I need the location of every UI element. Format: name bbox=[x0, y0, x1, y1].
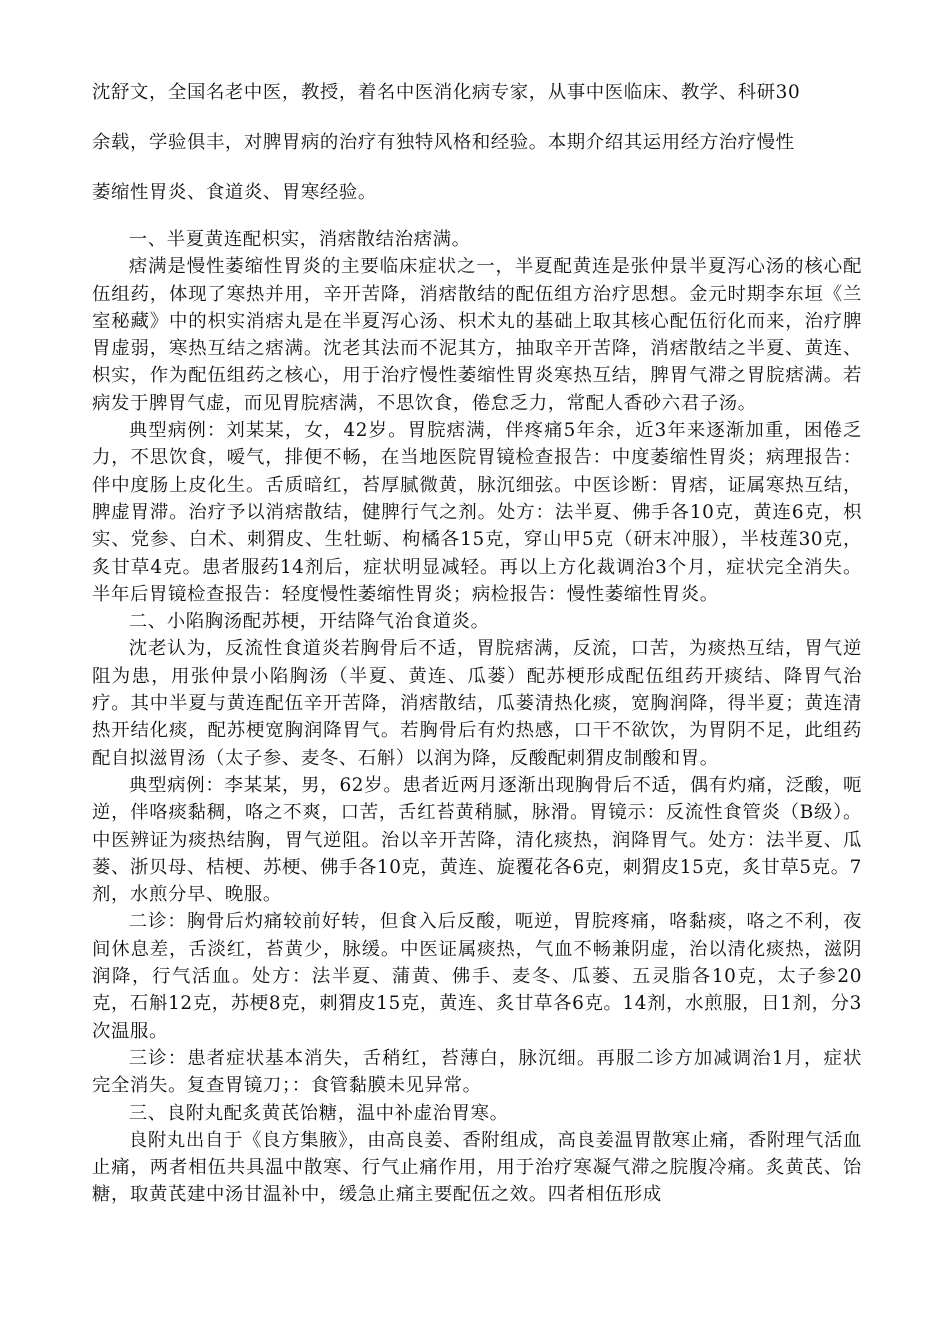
intro-line-3: 萎缩性胃炎、食道炎、胃寒经验。 bbox=[92, 182, 377, 203]
paragraph-third-visit: 三诊：患者症状基本消失，舌稍红，苔薄白，脉沉细。再服二诊方加减调治1月，症状完全消失。复查胃镜刀；：食管黏膜未见异常。 bbox=[92, 1047, 862, 1097]
paragraph-second-visit: 二诊：胸骨后灼痛较前好转，但食入后反酸，呃逆，胃脘疼痛，咯黏痰，咯之不利，夜间休息差，舌淡红，苔黄少，脉缓。中医证属痰热，气血不畅兼阴虚，治以清化痰热，滋阴润降，行气活血。处方：法半夏、蒲黄、佛手、麦冬、瓜蒌、五灵脂各10克，太子参20克，石斛12克，苏梗8克，刺猬皮15克，黄连、炙甘草各6克。14剂，水煎服，日1剂，分3次温服。 bbox=[92, 911, 862, 1042]
section-heading-3: 三、良附丸配炙黄芪饴糖，温中补虚治胃寒。 bbox=[128, 1102, 509, 1124]
section-heading-2: 二、小陷胸汤配苏梗，开结降气治食道炎。 bbox=[128, 611, 490, 633]
article-body bbox=[92, 226, 862, 1209]
intro-line-1: 沈舒文，全国名老中医，教授，着名中医消化病专家，从事中医临床、教学、科研30 bbox=[92, 82, 801, 103]
section-heading-1: 一、半夏黄连配枳实，消痞散结治痞满。 bbox=[128, 229, 471, 250]
paragraph-case-1: 典型病例：刘某某，女，42岁。胃脘痞满，伴疼痛5年余，近3年来逐渐加重，困倦乏力，不思饮食，嗳气，排便不畅，在当地医院胃镜检查报告：中度萎缩性胃炎；病理报告：伴中度肠上皮化生。舌质暗红，苔厚腻微黄，脉沉细弦。中医诊断：胃痞，证属寒热互结，脾虚胃滞。治疗予以消痞散结，健脾行气之剂。处方：法半夏、佛手各10克，黄连6克，枳实、党参、白术、刺猬皮、生牡蛎、枸橘各15克，穿山甲5克（研末冲服），半枝莲30克，炙甘草4克。患者服药14剂后，症状明显减轻。再以上方化裁调治3个月，症状完全消失。半年后胃镜检查报告：轻度慢性萎缩性胃炎；病检报告：慢性萎缩性胃炎。 bbox=[92, 420, 862, 605]
paragraph-esophagitis: 沈老认为，反流性食道炎若胸骨后不适，胃脘痞满，反流，口苦，为痰热互结，胃气逆阻为患，用张仲景小陷胸汤（半夏、黄连、瓜蒌）配苏梗形成配伍组药开痰结、降胃气治疗。其中半夏与黄连配伍辛开苦降，消痞散结，瓜蒌清热化痰，宽胸润降，得半夏；黄连清热开结化痰，配苏梗宽胸润降胃气。若胸骨后有灼热感，口干不欲饮，为胃阴不足，此组药配自拟滋胃汤（太子参、麦冬、石斛）以润为降，反酸配刺猬皮制酸和胃。 bbox=[92, 638, 862, 769]
paragraph-pizhan: 痞满是慢性萎缩性胃炎的主要临床症状之一，半夏配黄连是张仲景半夏泻心汤的核心配伍组药，体现了寒热并用，辛开苦降，消痞散结的配伍组方治疗思想。金元时期李东垣《兰室秘藏》中的枳实消痞丸是在半夏泻心汤、枳术丸的基础上取其核心配伍衍化而来，治疗脾胃虚弱，寒热互结之痞满。沈老其法而不泥其方，抽取辛开苦降，消痞散结之半夏、黄连、枳实，作为配伍组药之核心，用于治疗慢性萎缩性胃炎寒热互结，脾胃气滞之胃脘痞满。若病发于脾胃气虚，而见胃脘痞满，不思饮食，倦怠乏力，常配人香砂六君子汤。 bbox=[92, 256, 862, 414]
paragraph-liangfu: 良附丸出自于《良方集腋》，由高良姜、香附组成，高良姜温胃散寒止痛，香附理气活血止痛，两者相伍共具温中散寒、行气止痛作用，用于治疗寒凝气滞之脘腹冷痛。炙黄芪、饴糖，取黄芪建中汤甘温补中，缓急止痛主要配伍之效。四者相伍形成 bbox=[92, 1129, 862, 1206]
paragraph-case-2: 典型病例：李某某，男，62岁。患者近两月逐渐出现胸骨后不适，偶有灼痛，泛酸，呃逆，伴咯痰黏稠，咯之不爽，口苦，舌红苔黄稍腻，脉滑。胃镜示：反流性食管炎（B级）。中医辨证为痰热结胸，胃气逆阻。治以辛开苦降，清化痰热，润降胃气。处方：法半夏、瓜蒌、浙贝母、桔梗、苏梗、佛手各10克，黄连、旋覆花各6克，刺猬皮15克，炙甘草5克。7剂，水煎分早、晚服。 bbox=[92, 774, 862, 906]
intro-line-2: 余载，学验俱丰，对脾胃病的治疗有独特风格和经验。本期介绍其运用经方治疗慢性 bbox=[92, 132, 795, 153]
